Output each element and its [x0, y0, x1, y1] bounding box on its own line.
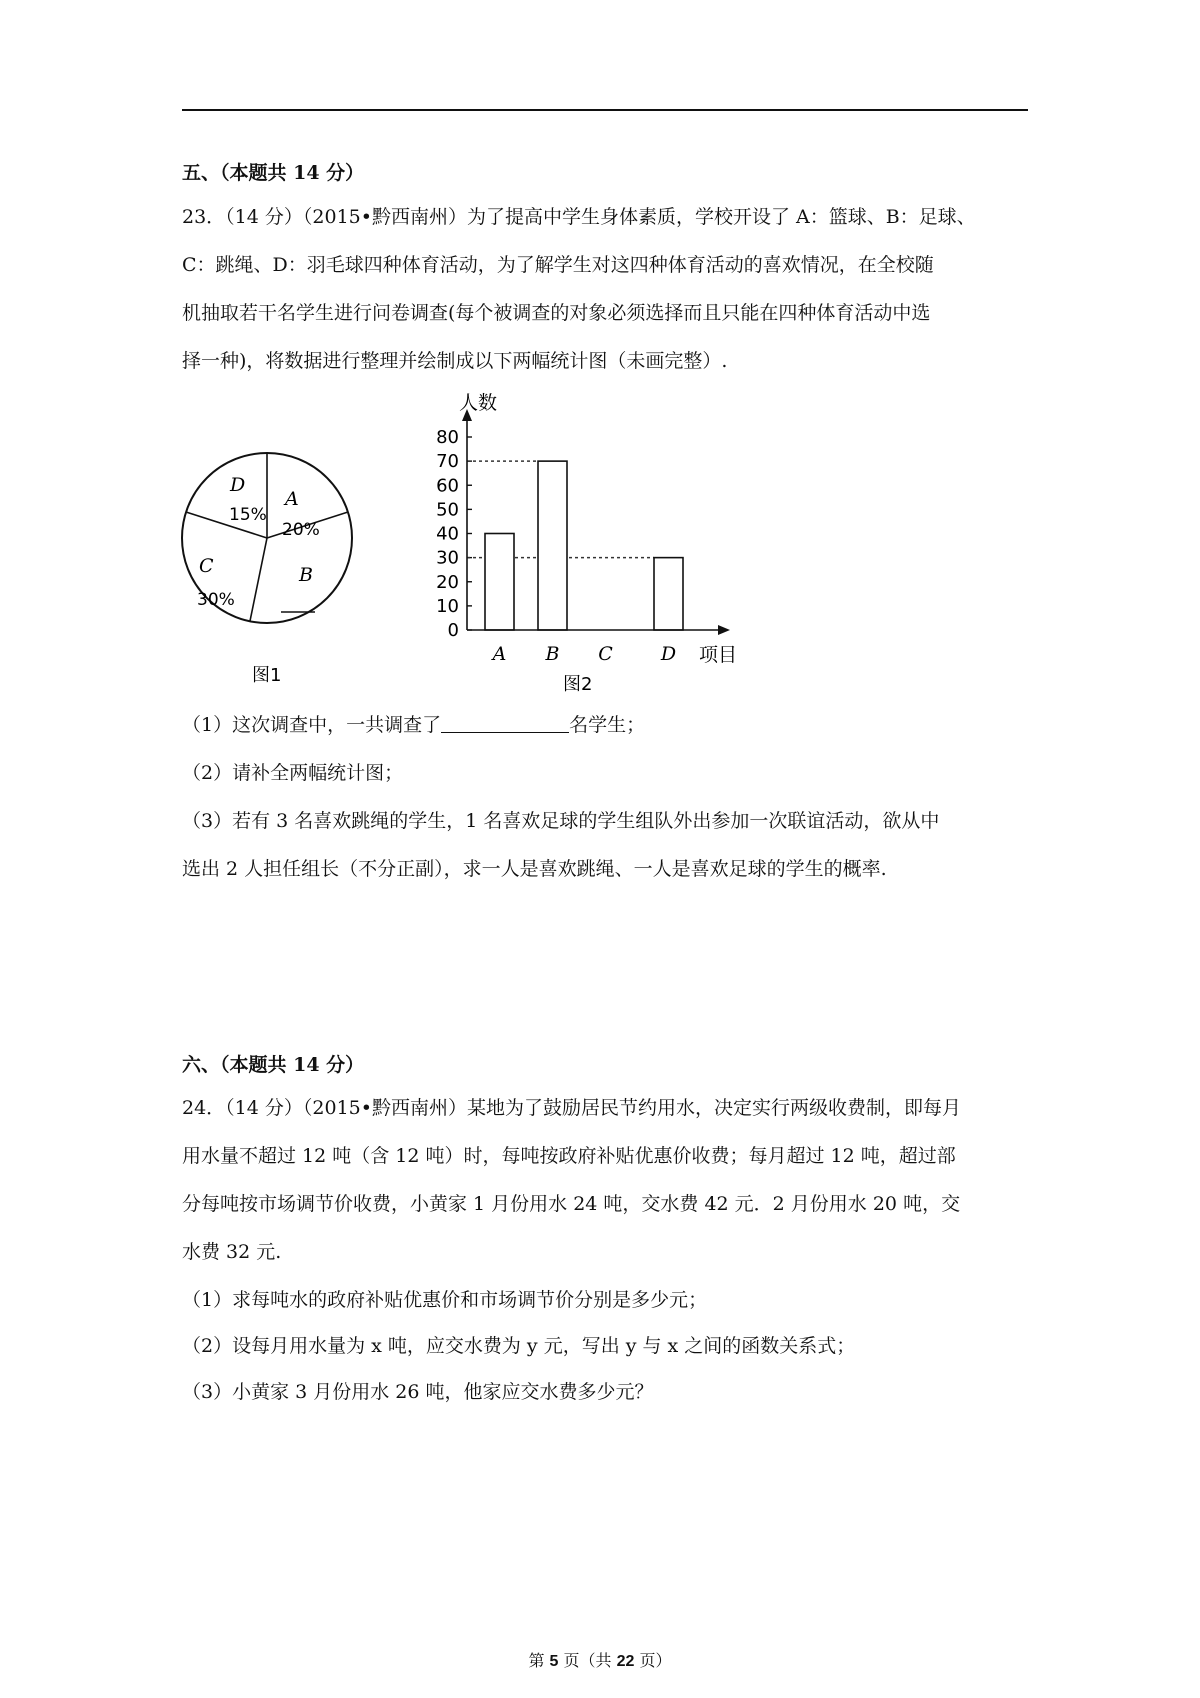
q24-line-2: 用水量不超过 12 吨（含 12 吨）时，每吨按政府补贴优惠价收费；每月超过 12 吨，超过部	[182, 1145, 956, 1167]
q24-line-1: 24．（14 分）（2015•黔西南州）某地为了鼓励居民节约用水，决定实行两级收费制，即每月	[182, 1097, 961, 1119]
footer-pre: 第	[528, 1651, 550, 1670]
section-heading-5: 五、（本题共 14 分）	[182, 162, 365, 184]
q24-line-4: 水费 32 元.	[182, 1241, 282, 1263]
x-tick-B: B	[545, 643, 560, 665]
x-tick-A: A	[492, 643, 507, 665]
y-tick-70: 70	[436, 451, 459, 473]
y-tick-60: 60	[436, 475, 459, 497]
pie-value-a: 20%	[282, 520, 320, 540]
q23-sub-2: （2）请补全两幅统计图；	[182, 762, 404, 784]
x-axis-arrow	[718, 625, 730, 635]
pie-label-d: D	[230, 474, 246, 496]
bar-B	[538, 461, 567, 630]
y-tick-10: 10	[436, 595, 459, 617]
x-tick-C: C	[598, 643, 613, 665]
y-tick-30: 30	[436, 547, 459, 569]
pie-radius-b-c	[250, 538, 267, 621]
q24-line-3: 分每吨按市场调节价收费，小黄家 1 月份用水 24 吨，交水费 42 元．2 月份用水 20 吨，交	[182, 1193, 961, 1215]
q23-sub-3-line-1: （3）若有 3 名喜欢跳绳的学生，1 名喜欢足球的学生组队外出参加一次联谊活动，欲从中	[182, 810, 940, 832]
x-axis-label: 项目	[699, 644, 738, 666]
pie-label-b: B	[299, 564, 313, 586]
footer-mid: 页（共	[558, 1651, 617, 1670]
x-tick-D: D	[660, 643, 677, 665]
q23-sub-1-post: 名学生；	[569, 714, 646, 736]
y-axis-label: 人数	[459, 392, 498, 414]
q24-sub-2: （2）设每月用水量为 x 吨，应交水费为 y 元，写出 y 与 x 之间的函数关系式；	[182, 1335, 856, 1357]
q23-text	[182, 193, 1028, 385]
pie-chart	[182, 453, 352, 686]
y-tick-20: 20	[436, 571, 459, 593]
q23-line-2: C：跳绳、D：羽毛球四种体育活动，为了解学生对这四种体育活动的喜欢情况，在全校随	[182, 254, 934, 276]
q23-line-4: 择一种)，将数据进行整理并绘制成以下两幅统计图（未画完整）.	[182, 350, 728, 372]
pie-value-c: 30%	[197, 590, 235, 610]
bar-D	[654, 558, 683, 630]
bar-A	[485, 534, 514, 631]
statistics-figures	[175, 385, 765, 695]
q23-sub-3-line-2: 选出 2 人担任组长（不分正副），求一人是喜欢跳绳、一人是喜欢足球的学生的概率.	[182, 858, 887, 880]
y-tick-labels	[436, 427, 459, 641]
q24-text	[182, 1084, 1028, 1276]
section-heading-6: 六、（本题共 14 分）	[182, 1054, 365, 1076]
y-tick-40: 40	[436, 523, 459, 545]
q23-line-1: 23．（14 分）（2015•黔西南州）为了提高中学生身体素质，学校开设了 A：篮球、B：足球、	[182, 206, 976, 228]
bars	[485, 461, 683, 630]
pie-caption: 图1	[252, 665, 282, 686]
q23-sub-3	[182, 797, 939, 893]
footer-post: 页）	[634, 1651, 672, 1670]
pie-value-d: 15%	[229, 505, 267, 525]
answer-blank	[441, 712, 569, 733]
pie-label-c: C	[199, 555, 214, 577]
page-number: 5	[549, 1653, 559, 1670]
pie-label-a: A	[285, 488, 299, 510]
y-tick-0: 0	[447, 620, 459, 641]
header-rule	[182, 109, 1028, 111]
x-tick-labels	[491, 643, 676, 665]
bar-caption: 图2	[563, 674, 593, 695]
page-total: 22	[616, 1653, 635, 1670]
q24-sub-1: （1）求每吨水的政府补贴优惠价和市场调节价分别是多少元；	[182, 1289, 708, 1311]
y-tick-80: 80	[436, 427, 459, 448]
y-tick-50: 50	[436, 499, 459, 521]
q23-figures	[175, 385, 765, 699]
q23-sub-1	[182, 701, 645, 749]
q23-sub-1-pre: （1）这次调查中，一共调查了	[182, 714, 442, 736]
bar-chart	[436, 392, 737, 695]
page-footer	[0, 1648, 1200, 1671]
q23-line-3: 机抽取若干名学生进行问卷调查(每个被调查的对象必须选择而且只能在四种体育活动中选	[182, 302, 931, 324]
q24-sub-3: （3）小黄家 3 月份用水 26 吨，他家应交水费多少元？	[182, 1381, 654, 1403]
